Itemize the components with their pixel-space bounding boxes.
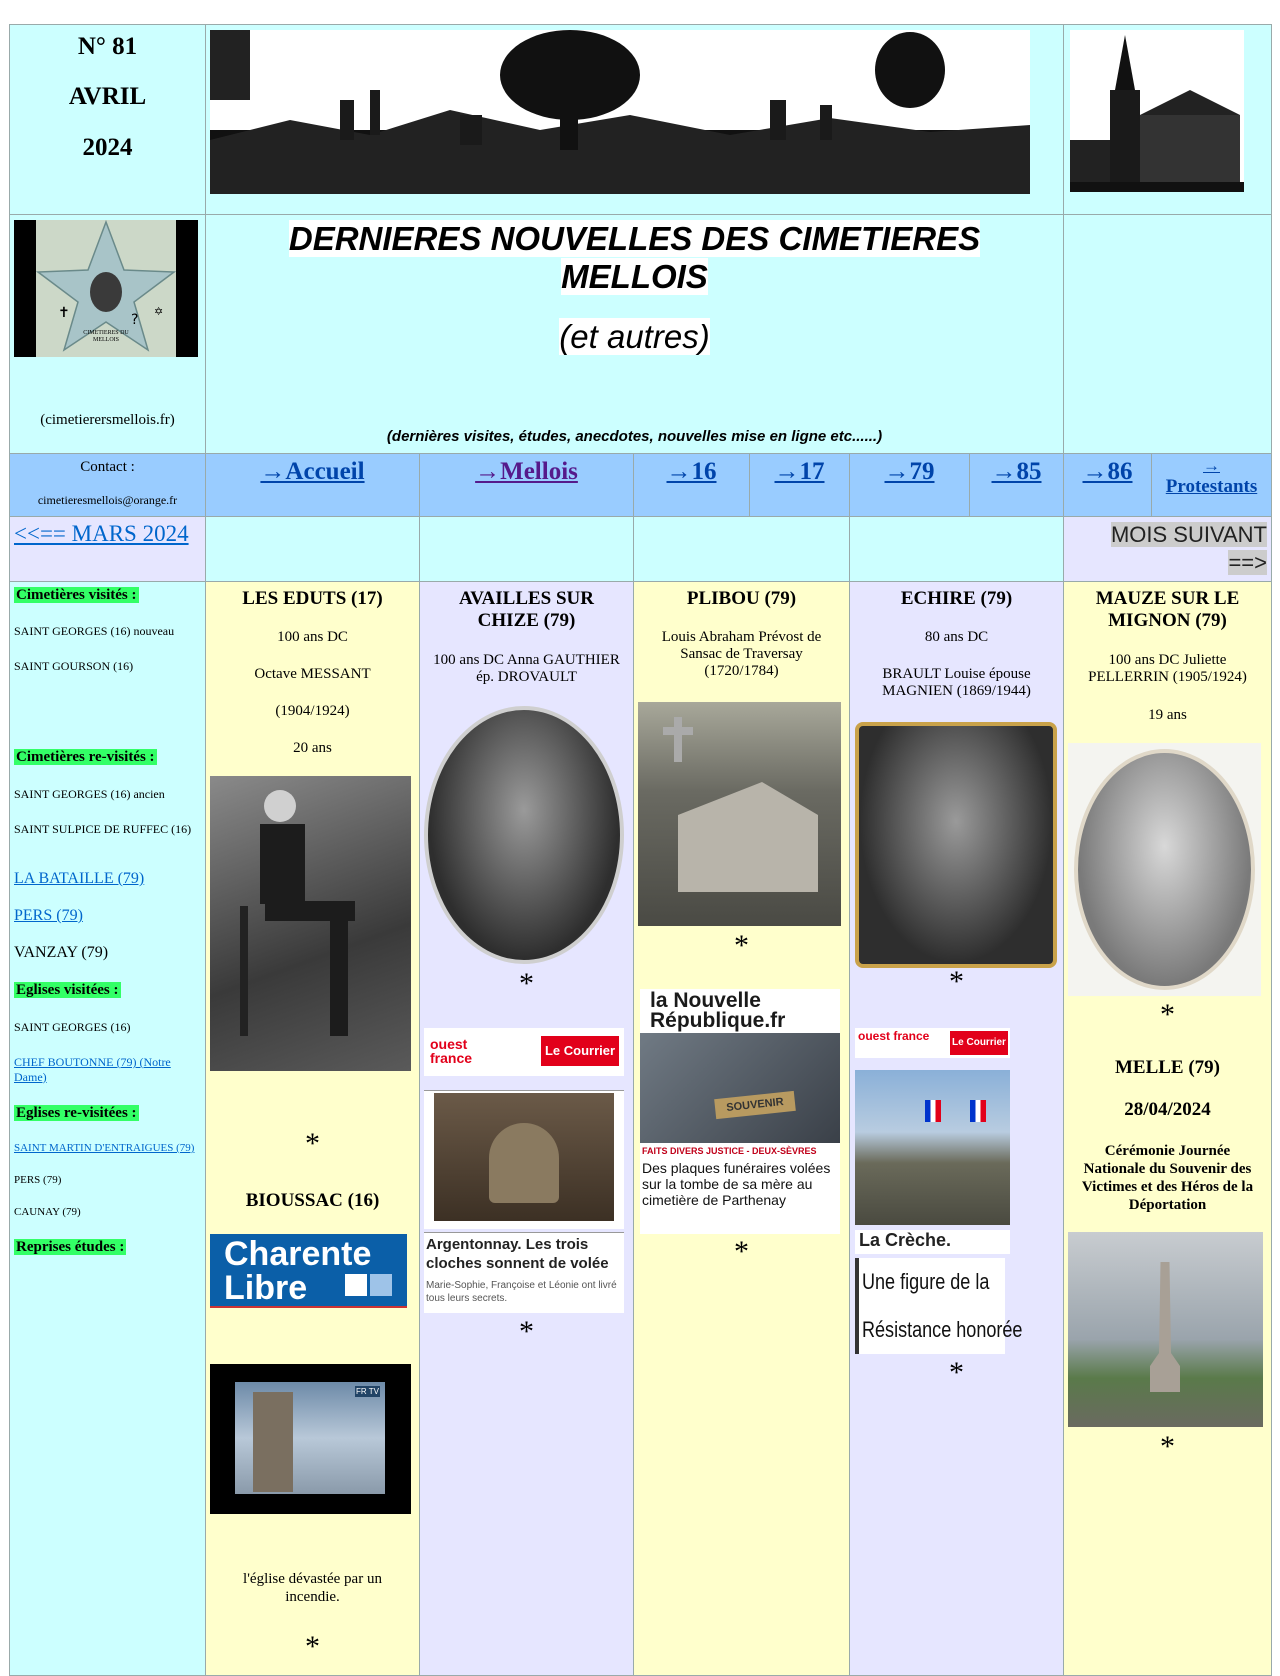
nav-mellois-link[interactable]: →Mellois [475,458,578,485]
seated-man-icon [210,776,411,1071]
news-subline: Marie-Sophie, Françoise et Léonie ont livré tous leurs secrets. [426,1280,617,1304]
nr-logo-line2: République.fr [650,1009,786,1032]
prev-month-link[interactable]: <<== MARS 2024 [14,521,189,546]
church-cell [1063,24,1272,215]
banner-cell [205,24,1064,215]
article-desc: Louis Abraham Prévost de Sansac de Traversay (1720/1784) [661,629,822,679]
sidebar [9,581,206,1676]
flag-icon [970,1100,986,1122]
tomb-photo-plibou[interactable] [638,702,841,926]
article-title-plibou[interactable]: PLIBOU (79) [686,588,797,609]
visited-heading: Cimetières visités : [16,587,137,603]
video-caption: l'église dévastée par un incendie. [243,1571,382,1605]
site-domain: (cimetierersmellois.fr) [40,412,175,428]
svg-text:✡: ✡ [154,305,164,318]
article-line: 19 ans [1148,707,1187,723]
article-line: BRAULT Louise épouse MAGNIEN (1869/1944) [882,666,1031,699]
nav-cell-accueil [205,453,420,517]
separator-star: * [305,1630,320,1663]
page-title-line2: MELLOIS [561,258,708,295]
nav-16-link[interactable]: →16 [666,458,717,485]
separator-star: * [519,1315,534,1348]
charente-libre-line2: Libre [224,1269,308,1307]
separator-star: * [305,1127,320,1160]
article-title-bioussac[interactable]: BIOUSSAC (16) [245,1190,380,1211]
ouest-france-logo[interactable]: ouest france [430,1036,473,1066]
logo-cell [9,214,206,454]
revisited-item: VANZAY (79) [14,944,109,961]
article-line: 100 ans DC Juliette PELLERRIN (1905/1924) [1088,652,1247,685]
press-logos-strip [855,1028,1010,1058]
separator-star: * [519,967,534,1000]
nr-logo-line1: la Nouvelle [650,989,761,1012]
ouest-france-logo[interactable]: ouest france [858,1029,930,1043]
visited-item: SAINT GEORGES (16) nouveau [14,624,175,638]
contact-label: Contact : [80,459,135,475]
press-logos-strip [424,1028,624,1076]
article-headline: Des plaques funéraires volées sur la tombe de sa mère au cimetière de Parthenay [642,1160,831,1208]
article-line: 80 ans DC [924,629,989,645]
page-subtitle: (et autres) [559,318,710,355]
cross-icon [674,717,682,762]
church-revisited-link-saint-martin[interactable]: SAINT MARTIN D'ENTRAIGUES (79) [14,1142,195,1154]
nav-cell-16 [633,453,750,517]
separator-star: * [949,965,964,998]
page-title-line1: DERNIERES NOUVELLES DES CIMETIERES [288,220,981,257]
courrier-logo[interactable]: Le Courrier [950,1031,1008,1055]
nav-cell-mellois [419,453,634,517]
nav-protestants-arrow[interactable]: → [1203,456,1220,475]
column-plibou [633,581,850,1676]
site-logo [14,220,198,357]
article-rubric: FAITS DIVERS JUSTICE - DEUX-SÈVRES [642,1146,817,1156]
logo-text: CIMETIERES DU MELLOIS [83,330,129,343]
tv-channel-badge: FR TV [356,1387,379,1396]
tagline: (dernières visites, études, anecdotes, nouvelles mise en ligne etc......) [386,428,883,445]
issue-month: AVRIL [68,83,147,110]
title-cell [205,214,1064,454]
ceremony-description: Cérémonie Journée Nationale du Souvenir des Victimes et des Héros de la Déportation [1081,1143,1254,1213]
oval-portrait-pellerrin-frame [1068,743,1261,996]
column-les-eduts [205,581,420,1676]
prev-month-cell [9,516,206,582]
monument-icon [1150,1262,1180,1392]
plaque-photo [640,1033,840,1143]
cemetery-banner-image [210,30,1030,194]
svg-text:✝: ✝ [58,305,70,321]
revisited-link-la-bataille[interactable]: LA BATAILLE (79) [14,870,145,887]
nav-protestants-link[interactable]: Protestants [1165,476,1258,497]
nav-79-link[interactable]: →79 [884,458,935,485]
nav-85-link[interactable]: →85 [991,458,1042,485]
separator-star: * [1160,998,1175,1031]
ceremony-photo-echire[interactable] [855,1070,1010,1225]
nav-86-link[interactable]: →86 [1082,458,1133,485]
separator-star: * [949,1356,964,1389]
charente-libre-logo[interactable] [210,1234,407,1308]
month-spacer-4 [849,516,1064,582]
separator-star: * [734,929,749,962]
churches-revisited-heading: Eglises re-visitées : [16,1105,137,1121]
nav-cell-85 [969,453,1064,517]
article-date-melle: 28/04/2024 [1124,1099,1211,1120]
tomb-icon [678,782,818,892]
nr-logo [650,991,785,1031]
article-title-echire[interactable]: ECHIRE (79) [900,588,1013,609]
nouvelle-republique-article[interactable] [640,989,840,1234]
article-title-availles[interactable]: AVAILLES SUR CHIZE (79) [458,588,594,631]
issue-number: N° 81 [77,33,138,60]
article-desc: 100 ans DC Anna GAUTHIER ép. DROVAULT [433,652,620,685]
separator-star: * [734,1235,749,1268]
church-item: SAINT GEORGES (16) [14,1020,131,1034]
article-line: 100 ans DC [277,629,348,645]
resistance-line2: Résistance honorée [862,1317,1023,1342]
church-link-chef-boutonne[interactable]: CHEF BOUTONNE (79) (Notre Dame) [14,1055,171,1084]
article-title-mauze[interactable]: MAUZE SUR LE MIGNON (79) [1095,588,1240,631]
creche-caption: La Crèche. [855,1230,1010,1254]
courrier-logo[interactable]: Le Courrier [541,1036,619,1066]
header-right-cell [1063,214,1272,454]
studies-heading: Reprises études : [16,1239,125,1255]
bell-photo[interactable] [424,1090,624,1229]
month-spacer-1 [205,516,420,582]
portrait-photo-messant[interactable] [210,776,411,1071]
resistance-line1: Une figure de la [862,1269,990,1294]
news-headline: Argentonnay. Les trois cloches sonnent de volée [426,1236,609,1272]
svg-text:?: ? [131,312,139,328]
separator-star: * [1160,1430,1175,1463]
issue-cell [9,24,206,215]
article-title-melle[interactable]: MELLE (79) [1114,1057,1221,1078]
month-spacer-3 [633,516,850,582]
video-thumbnail[interactable] [210,1364,411,1514]
plaque-text: SOUVENIR [714,1091,796,1119]
church-revisited-item: PERS (79) [14,1174,62,1186]
revisited-heading: Cimetières re-visités : [16,749,155,765]
contact-cell [9,453,206,517]
contact-email[interactable]: cimetieresmellois@orange.fr [37,493,178,507]
visited-item: SAINT GOURSON (16) [14,659,134,673]
church-revisited-item: CAUNAY (79) [14,1206,81,1218]
bell-icon [489,1123,559,1203]
revisited-item: SAINT SULPICE DE RUFFEC (16) [14,822,192,836]
resistance-caption [855,1258,1023,1354]
nav-17-link[interactable]: →17 [774,458,825,485]
charente-libre-line1: Charente [224,1235,372,1273]
column-mauze [1063,581,1272,1676]
article-title-les-eduts[interactable]: LES EDUTS (17) [242,588,383,609]
nav-cell-79 [849,453,970,517]
column-echire [849,581,1064,1676]
news-snippet-argentonnay[interactable] [424,1232,624,1313]
oval-portrait-gauthier[interactable] [424,706,624,964]
column-availles [419,581,634,1676]
oval-portrait-brault[interactable] [855,722,1057,968]
article-line: (1904/1924) [275,703,350,719]
nav-accueil-link[interactable]: →Accueil [260,458,365,485]
flag-icon [925,1100,941,1122]
church-image [1070,30,1244,192]
monument-photo-melle[interactable] [1068,1232,1263,1427]
month-spacer-2 [419,516,634,582]
article-line: Octave MESSANT [254,666,371,682]
article-line: 20 ans [293,740,332,756]
revisited-item: SAINT GEORGES (16) ancien [14,787,165,801]
nav-cell-86 [1063,453,1152,517]
next-month-link[interactable]: MOIS SUIVANT ==> [1110,522,1267,575]
issue-year: 2024 [82,134,133,161]
churches-heading: Eglises visitées : [16,982,119,998]
nav-cell-protestants [1151,453,1272,517]
next-month-cell [1063,516,1272,582]
oval-portrait-pellerrin[interactable] [1074,749,1255,990]
nav-cell-17 [749,453,850,517]
revisited-link-pers[interactable]: PERS (79) [14,907,83,924]
